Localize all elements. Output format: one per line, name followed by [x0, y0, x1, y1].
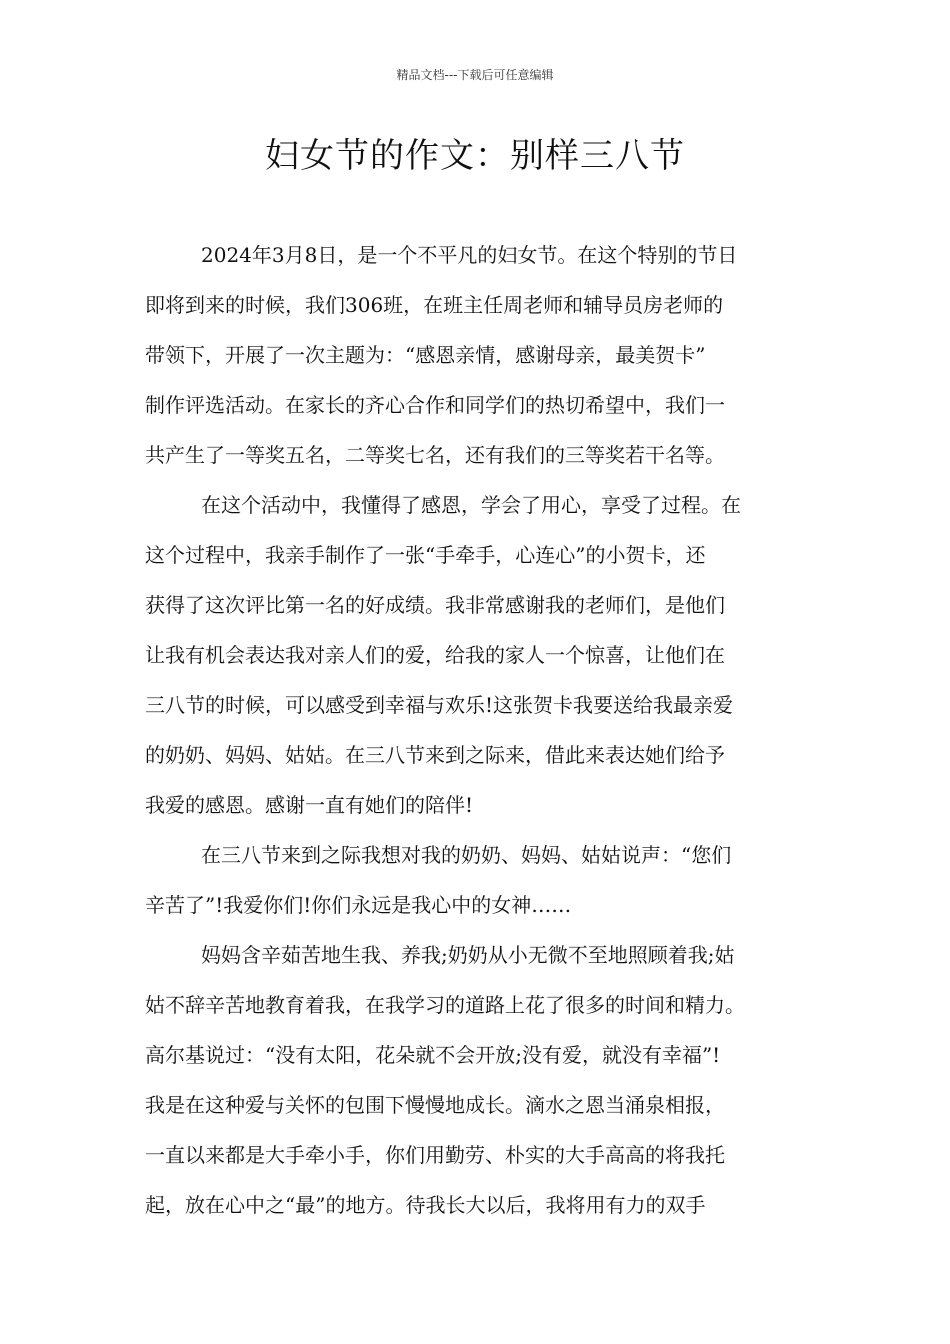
paragraph-line: 高尔基说过：“没有太阳，花朵就不会开放;没有爱，就没有幸福”!: [145, 1043, 721, 1067]
paragraph-line: 姑不辞辛苦地教育着我，在我学习的道路上花了很多的时间和精力。: [145, 993, 745, 1017]
paragraph-line: 我是在这种爱与关怀的包围下慢慢地成长。滴水之恩当涌泉相报，: [145, 1093, 725, 1117]
paragraph-line: 一直以来都是大手牵小手，你们用勤劳、朴实的大手高高的将我托: [145, 1143, 725, 1167]
article-body: [145, 230, 817, 1230]
paragraph-line: 共产生了一等奖五名，二等奖七名，还有我们的三等奖若干名等。: [145, 443, 725, 467]
paragraph-line: 在这个活动中，我懂得了感恩，学会了用心，享受了过程。在: [201, 493, 741, 517]
paragraph-line: 这个过程中，我亲手制作了一张“手牵手，心连心”的小贺卡，还: [145, 543, 706, 567]
paragraph-line: 获得了这次评比第一名的好成绩。我非常感谢我的老师们，是他们: [145, 593, 725, 617]
paragraph-line: 的奶奶、妈妈、姑姑。在三八节来到之际来，借此来表达她们给予: [145, 743, 725, 767]
paragraph-line: 制作评选活动。在家长的齐心合作和同学们的热切希望中，我们一: [145, 393, 725, 417]
document-title: 妇女节的作文：别样三八节: [265, 136, 685, 176]
paragraph-line: 我爱的感恩。感谢一直有她们的陪伴!: [145, 793, 474, 817]
paragraph-line: 2024年3月8日，是一个不平凡的妇女节。在这个特别的节日: [201, 243, 738, 267]
paragraph-line: 即将到来的时候，我们306班，在班主任周老师和辅导员房老师的: [145, 293, 724, 317]
paragraph-line: 起，放在心中之“最”的地方。待我长大以后，我将用有力的双手: [145, 1193, 706, 1217]
paragraph-line: 辛苦了”!我爱你们!你们永远是我心中的女神……: [145, 893, 572, 917]
paragraph-line: 三八节的时候，可以感受到幸福与欢乐!这张贺卡我要送给我最亲爱: [145, 693, 734, 717]
paragraph-line: 带领下，开展了一次主题为：“感恩亲情，感谢母亲，最美贺卡”: [145, 343, 706, 367]
paragraph-line: 妈妈含辛茹苦地生我、养我;奶奶从小无微不至地照顾着我;姑: [201, 943, 735, 967]
paragraph-line: 在三八节来到之际我想对我的奶奶、妈妈、姑姑说声：“您们: [201, 843, 732, 867]
header-note: 精品文档---下载后可任意编辑: [396, 68, 554, 82]
paragraph-line: 让我有机会表达我对亲人们的爱，给我的家人一个惊喜，让他们在: [145, 643, 725, 667]
